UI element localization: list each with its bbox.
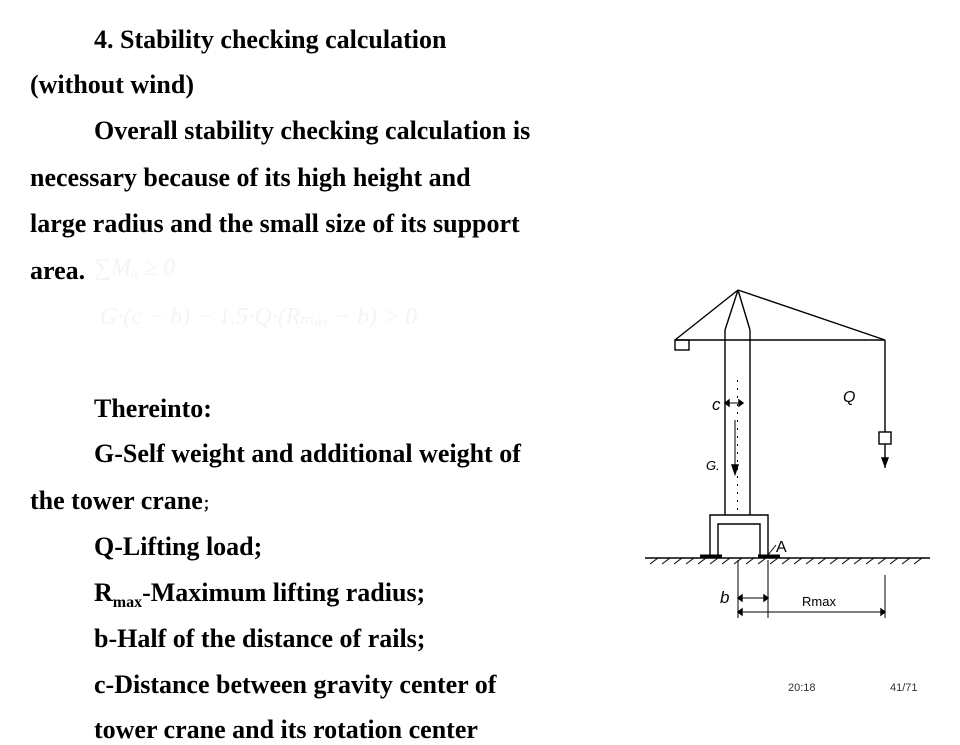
counterweight: [675, 340, 689, 350]
section-heading-cont: (without wind): [30, 70, 194, 99]
stability-formula: G·(c − b) − 1.5·Q·(Rₘₐₓ − b) > 0: [100, 304, 418, 330]
paragraph-line: large radius and the small size of its support: [30, 209, 520, 238]
hook-block: [879, 432, 891, 444]
definition-g-cont: [30, 486, 219, 519]
tower-crane-diagram: [640, 270, 940, 620]
definition-g-text: the tower crane: [30, 486, 203, 515]
paragraph-line: area.: [30, 256, 86, 285]
definition-rmax: [94, 578, 425, 618]
portal-frame: [710, 515, 768, 555]
moment-formula: ∑Mₐ ≥ 0: [94, 255, 176, 281]
jib-tie: [738, 290, 885, 340]
definition-c: c-Distance between gravity center of: [94, 670, 497, 699]
definitions-intro: Thereinto:: [94, 394, 212, 423]
paragraph-line: Overall stability checking calculation is: [94, 116, 531, 145]
label-rmax: Rmax: [802, 594, 836, 609]
page-number: 41/71: [890, 682, 918, 694]
label-b: b: [720, 588, 730, 607]
paragraph-line: necessary because of its high height and: [30, 163, 471, 192]
footer-time: 20:18: [788, 682, 816, 694]
definition-g: G-Self weight and additional weight of: [94, 439, 521, 468]
definition-q: Q-Lifting load;: [94, 532, 263, 561]
rmax-subscript: max: [112, 594, 143, 612]
rmax-text: -Maximum lifting radius;: [142, 578, 426, 607]
label-a: A: [776, 539, 787, 556]
label-g: G.: [706, 458, 720, 473]
rmax-symbol: R: [94, 578, 113, 607]
section-heading: 4. Stability checking calculation: [94, 25, 447, 54]
ground-hatch: [650, 558, 922, 564]
definition-c-cont: tower crane and its rotation center: [94, 715, 478, 744]
label-c: c: [712, 395, 721, 414]
definition-g-punct: ；: [202, 494, 219, 513]
definition-b: b-Half of the distance of rails;: [94, 624, 426, 653]
counter-tie: [675, 290, 738, 340]
label-q: Q: [843, 389, 856, 406]
